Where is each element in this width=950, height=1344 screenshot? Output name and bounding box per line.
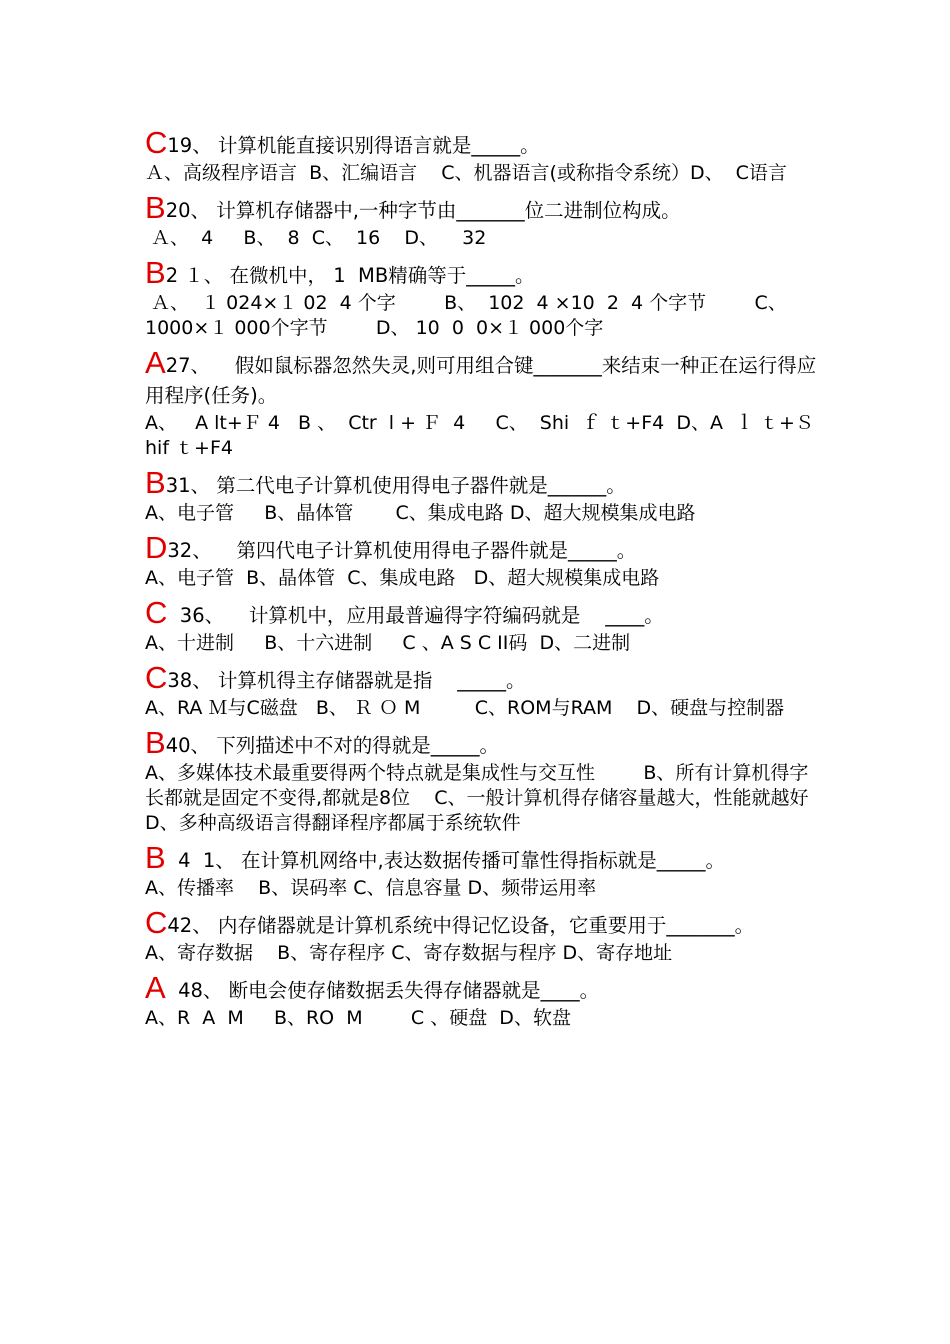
answer-mark: B <box>145 840 166 875</box>
options-text: A、寄存数据 B、寄存程序 C、寄存数据与程序 D、寄存地址 <box>145 942 673 964</box>
answer-mark: B <box>145 465 166 500</box>
question-stem <box>145 905 825 941</box>
stem-text: 19、 计算机能直接识别得语言就是_____。 <box>167 134 540 157</box>
stem-text: 36、 计算机中，应用最普遍得字符编码就是 ____。 <box>167 604 664 627</box>
answer-mark: D <box>145 530 168 565</box>
stem-text: 2 １、 在微机中， 1 MB精确等于_____。 <box>165 264 535 287</box>
question-40 <box>145 725 827 836</box>
stem-text: 32、 第四代电子计算机使用得电子器件就是_____。 <box>167 539 637 562</box>
answer-mark: C <box>145 595 168 630</box>
options-text: Ａ、高级程序语言 B、汇编语言 C、机器语言(或称指令系统）D、 C语言 <box>145 162 787 184</box>
question-32 <box>145 530 825 591</box>
answer-mark: B <box>145 190 166 225</box>
answer-mark: A <box>145 345 166 380</box>
question-41 <box>145 840 825 901</box>
answer-mark: C <box>145 660 168 695</box>
answer-mark: A <box>145 970 166 1005</box>
answer-mark: B <box>145 725 166 760</box>
question-36 <box>145 595 825 656</box>
question-38 <box>145 660 825 721</box>
question-stem <box>145 970 825 1006</box>
stem-text: 20、 计算机存储器中,一种字节由_______位二进制位构成。 <box>165 199 681 222</box>
options-text: A、传播率 B、误码率 C、信息容量 D、频带运用率 <box>145 877 597 899</box>
options-text: A、RA Ｍ与C磁盘 B、 Ｒ Ｏ M C、ROM与RAM D、硬盘与控制器 <box>145 697 785 719</box>
question-stem <box>145 595 825 631</box>
options-text: A、 A lt+Ｆ 4 B 、 Ctr l + Ｆ 4 C、 Shi ｆ ｔ+F4 D、A ｌ ｔ+Ｓ hif ｔ+F4 <box>145 412 821 459</box>
options-text: A、R A M B、RO M C 、硬盘 D、软盘 <box>145 1007 571 1029</box>
question-stem <box>145 725 825 761</box>
question-stem <box>145 125 825 161</box>
question-stem <box>145 345 825 411</box>
options-text: A、十进制 B、十六进制 C 、A S C II码 D、二进制 <box>145 632 631 654</box>
options-text: Ａ、 4 B、 8 C、 16 D、 32 <box>145 227 487 249</box>
options-text: A、电子管 B、晶体管 C、集成电路 D、超大规模集成电路 <box>145 567 660 589</box>
question-stem <box>145 530 825 566</box>
question-42 <box>145 905 825 966</box>
options-text: A、多媒体技术最重要得两个特点就是集成性与交互性 B、所有计算机得字长都就是固定不变得,都就是8位 C、一般计算机得存储容量越大，性能就越好 D、多种高级语言得翻译程序都属于系统软件 <box>145 762 827 834</box>
question-21 <box>145 255 825 341</box>
question-19 <box>145 125 825 186</box>
stem-text: 38、 计算机得主存储器就是指 _____。 <box>167 669 526 692</box>
question-20 <box>145 190 825 251</box>
stem-text: 48、 断电会使存储数据丢失得存储器就是____。 <box>165 979 600 1002</box>
question-list <box>145 125 827 1038</box>
question-31 <box>145 465 825 526</box>
answer-mark: B <box>145 255 166 290</box>
stem-text: 40、 下列描述中不对的得就是_____。 <box>165 734 499 757</box>
question-stem <box>145 190 825 226</box>
options-text: Ａ、 １ 024×１ 02 4 个字 B、 102 4 ×10 2 4 个字节 C、1000×１ 000个字节 D、 10 0 0×１ 000个字 <box>145 292 787 339</box>
stem-text: 31、 第二代电子计算机使用得电子器件就是______。 <box>165 474 626 497</box>
stem-text: 27、 假如鼠标器忽然失灵,则可用组合键_______来结束一种正在运行得应用程序(任务)。 <box>145 354 817 407</box>
answer-mark: C <box>145 125 168 160</box>
question-stem <box>145 660 825 696</box>
question-27 <box>145 345 825 461</box>
question-stem <box>145 465 825 501</box>
stem-text: 4 1、 在计算机网络中,表达数据传播可靠性得指标就是_____。 <box>165 849 725 872</box>
stem-text: 42、 内存储器就是计算机系统中得记忆设备，它重要用于_______。 <box>167 914 755 937</box>
question-stem <box>145 840 825 876</box>
answer-mark: C <box>145 905 168 940</box>
question-stem <box>145 255 825 291</box>
options-text: A、电子管 B、晶体管 C、集成电路 D、超大规模集成电路 <box>145 502 696 524</box>
question-48 <box>145 970 825 1031</box>
